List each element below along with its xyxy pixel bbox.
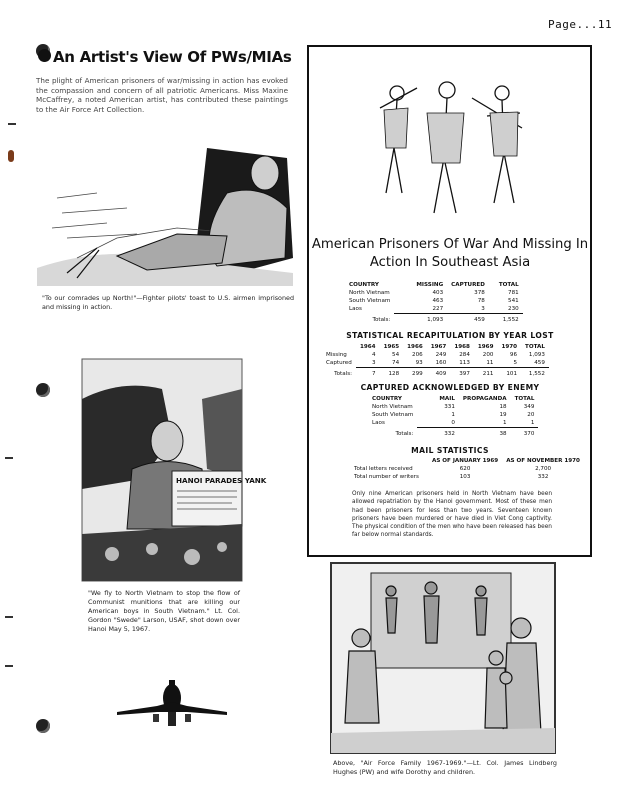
- column-header: AS OF JANUARY 1969: [432, 458, 499, 464]
- enemy-heading: CAPTURED ACKNOWLEDGED BY ENEMY: [360, 383, 540, 392]
- table-cell: 38: [499, 431, 507, 437]
- table-cell: 463: [432, 298, 444, 304]
- table-cell: 74: [380, 359, 404, 368]
- table-cell: 3: [447, 305, 489, 314]
- row-label: Captured: [326, 360, 352, 367]
- table-cell: 1,552: [528, 371, 545, 377]
- table-cell: 7: [372, 371, 376, 377]
- article-intro: The plight of American prisoners of war/missing in action has evoked the compassion and concern of all patriotic Americans. Miss Maxine McCaffrey, a noted American artist, has contributed these paintings to the Air Force Art Collection.: [36, 76, 288, 114]
- table-row: [350, 473, 584, 481]
- table-cell: 3: [356, 359, 380, 368]
- table-row: [322, 351, 549, 359]
- table-cell: 370: [523, 431, 535, 437]
- year-header: 1967: [430, 344, 447, 350]
- table-cell: 620: [459, 466, 471, 472]
- table-cell: 206: [412, 352, 423, 358]
- table-cell: 128: [388, 371, 400, 377]
- painting-larson-portrait: [82, 359, 267, 581]
- article-title: An Artist's View Of PWs/MIAs: [53, 48, 292, 66]
- table-cell: 331: [444, 404, 455, 410]
- table-cell: 96: [509, 352, 518, 358]
- table-cell: 332: [537, 474, 549, 480]
- table-cell: 227: [394, 305, 447, 314]
- mail-table: [350, 457, 584, 481]
- table-cell: 113: [450, 359, 474, 368]
- table-cell: 459: [521, 359, 549, 368]
- table-cell: 78: [477, 298, 485, 304]
- title-bullet: [38, 49, 51, 62]
- mail-heading: MAIL STATISTICS: [411, 446, 489, 455]
- row-label: Missing: [326, 352, 347, 358]
- column-header: TOTAL: [498, 282, 519, 288]
- year-header: 1966: [407, 344, 423, 350]
- table-cell: 103: [459, 474, 471, 480]
- statistics-title: American Prisoners Of War And Missing In Action In Southeast Asia: [311, 237, 589, 270]
- table-cell: 397: [459, 371, 470, 377]
- sketch-prisoners-marched: [372, 68, 532, 223]
- margin-mark: [5, 616, 13, 618]
- binder-hole-bottom: [36, 719, 50, 733]
- year-header: TOTAL: [525, 344, 545, 350]
- table-cell: 18: [499, 404, 507, 410]
- table-row: [368, 411, 538, 419]
- table-cell: South Vietnam: [349, 298, 391, 304]
- table-cell: 403: [432, 290, 444, 296]
- table-cell: 1: [511, 419, 539, 428]
- margin-mark: [5, 665, 13, 667]
- table-cell: 409: [435, 371, 447, 377]
- column-header: CAPTURED: [451, 282, 485, 288]
- table-cell: 349: [523, 404, 535, 410]
- table-cell: 230: [489, 305, 523, 314]
- table-row: [345, 289, 523, 297]
- table-cell: 160: [427, 359, 451, 368]
- table-cell: 1,093: [528, 352, 545, 358]
- table-cell: 19: [499, 412, 507, 418]
- table-row-totals: [322, 368, 549, 379]
- fighter-jet-illustration: [117, 676, 227, 728]
- year-header: 1965: [383, 344, 400, 350]
- table-row: [350, 465, 584, 473]
- table-cell: 0: [417, 419, 459, 428]
- table-cell: Total number of writers: [354, 474, 419, 480]
- page-number: Page...11: [548, 18, 613, 31]
- table-row: [368, 403, 538, 411]
- table-cell: 11: [474, 359, 498, 368]
- table-cell: 200: [482, 352, 494, 358]
- table-cell: 4: [372, 352, 376, 358]
- table-cell: 1: [459, 419, 511, 428]
- table-cell: 54: [392, 352, 400, 358]
- table-cell: 1,093: [427, 317, 444, 323]
- table-cell: 781: [508, 290, 519, 296]
- table-row: [322, 359, 549, 368]
- binder-hole-middle: [36, 383, 50, 397]
- table-cell: North Vietnam: [349, 290, 390, 296]
- column-header: TOTAL: [514, 396, 535, 402]
- column-header: MISSING: [416, 282, 444, 288]
- table-cell: 541: [508, 298, 519, 304]
- table-cell: 20: [527, 412, 535, 418]
- table-cell: 332: [444, 431, 455, 437]
- column-header: AS OF NOVEMBER 1970: [506, 458, 580, 464]
- year-header: 1969: [477, 344, 494, 350]
- enemy-table: [368, 395, 538, 438]
- caption-painting-2: "We fly to North Vietnam to stop the flow of Communist munitions that are killing our American boys in South Vietnam." Lt. Col. Gordon "Swede" Larson, USAF, shot down over Hanoi May 5, 1967.: [88, 589, 240, 633]
- table-cell: 459: [474, 317, 485, 323]
- recap-heading: STATISTICAL RECAPITULATION BY YEAR LOST: [346, 331, 554, 340]
- row-label: Totals:: [334, 370, 352, 377]
- margin-mark: [5, 457, 13, 459]
- margin-mark: [8, 123, 16, 125]
- table-row: [345, 305, 523, 314]
- table-cell: 211: [482, 371, 494, 377]
- caption-painting-3: Above, "Air Force Family 1967-1969."—Lt. Col. James Lindberg Hughes (PW) and wife Dorothy and children.: [333, 759, 557, 776]
- column-header: COUNTRY: [372, 396, 402, 402]
- table-cell: 93: [403, 359, 427, 368]
- table-cell: 1: [451, 412, 455, 418]
- table-cell: Laos: [349, 306, 362, 313]
- table-cell: 378: [474, 290, 485, 296]
- table-row-totals: [345, 314, 523, 325]
- column-header: COUNTRY: [349, 282, 379, 288]
- statistics-note: Only nine American prisoners held in North Vietnam have been allowed repatriation by the Hanoi government. Most of these men had been prisoners for less than two years. Seventeen known prisoners have been murdered or have died in Viet Cong captivity. The physical condition of the men who have been released has been far below normal standards.: [352, 491, 552, 539]
- table-cell: Laos: [372, 420, 385, 427]
- margin-mark: [8, 150, 14, 162]
- table-row: [345, 297, 523, 305]
- table-row: [368, 419, 538, 428]
- country-table: [345, 281, 523, 324]
- year-header: 1970: [501, 344, 518, 350]
- table-cell: 2,700: [535, 466, 552, 472]
- table-row-totals: [368, 428, 538, 439]
- newspaper-headline: HANOI PARADES YANK: [176, 476, 267, 485]
- table-cell: Totals:: [372, 316, 391, 323]
- year-header: 1964: [360, 344, 376, 350]
- year-header: 1968: [454, 344, 470, 350]
- painting-air-force-family: [331, 563, 555, 753]
- table-cell: 5: [497, 359, 521, 368]
- painting-reclining-pilot: [37, 138, 293, 286]
- table-cell: North Vietnam: [372, 404, 413, 410]
- table-cell: Total letters received: [354, 466, 413, 472]
- table-cell: South Vietnam: [372, 412, 414, 418]
- table-cell: 249: [435, 352, 447, 358]
- caption-painting-1: "To our comrades up North!"—Fighter pilots' toast to U.S. airmen imprisoned and missing in action.: [42, 294, 294, 311]
- column-header: MAIL: [439, 396, 455, 402]
- table-cell: Totals:: [395, 430, 414, 437]
- column-header: PROPAGANDA: [462, 396, 507, 402]
- recap-table: [322, 343, 549, 378]
- table-cell: 1,552: [502, 317, 519, 323]
- table-cell: 101: [506, 371, 518, 377]
- table-cell: 299: [412, 371, 423, 377]
- table-cell: 284: [459, 352, 470, 358]
